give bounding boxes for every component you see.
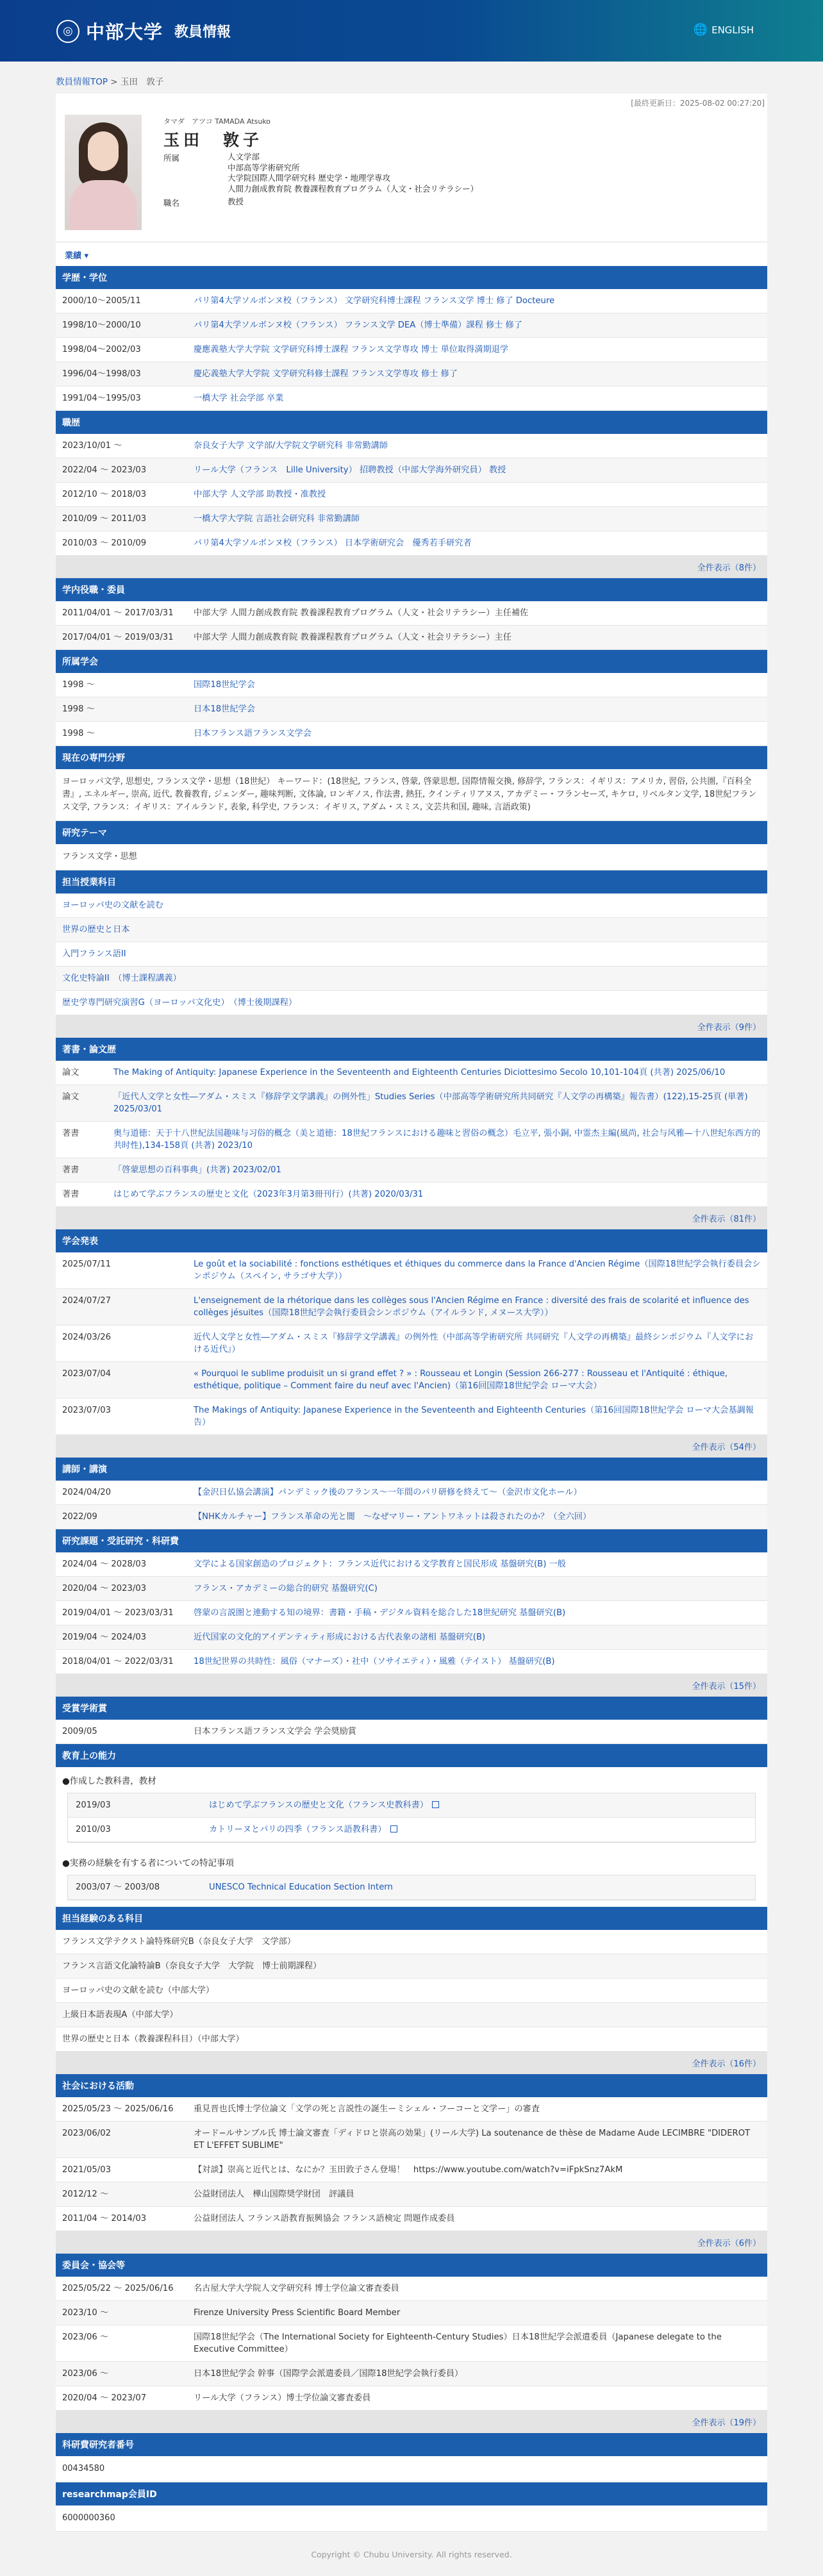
item-text[interactable]: 一橋大学大学院 言語社会研究科 非常勤講師 — [194, 514, 360, 524]
affiliation-item: 人間力創成教育院 教養課程教育プログラム（人文・社会リテラシー） — [228, 183, 479, 194]
item-text[interactable]: L'enseignement de la rhétorique dans les collèges sous l'Ancien Régime en France : diversité des frais de scolarité et influence des collèges jésuites（国際18世紀学会執行委員会シンポジウム（アイルランド, メヌース大学）） — [194, 1296, 749, 1318]
item-kind: 著書 — [62, 1165, 79, 1175]
list-item — [56, 1362, 767, 1399]
item-date: 2020/04 〜 2023/07 — [62, 2393, 147, 2403]
item-text[interactable]: はじめて学ぶフランスの歴史と文化（2023年3月第3冊刊行）(共著) 2020/03/31 — [113, 1190, 424, 1199]
item-text[interactable]: The Makings of Antiquity: Japanese Experience in the Seventeenth and Eighteenth Centuries（第16回国際18世紀学会 ローマ大会基調報告） — [194, 1406, 754, 1427]
list-item — [56, 1577, 767, 1601]
breadcrumb-current: 玉田 敦子 — [120, 77, 164, 87]
list-item — [56, 1625, 767, 1650]
item-date: 2024/04/20 — [62, 1488, 112, 1497]
profile-card — [56, 94, 767, 2532]
list-item — [56, 1720, 767, 1744]
section-title-kaken: 科研費研究者番号 — [56, 2433, 767, 2456]
job-title-label: 職名 — [163, 198, 180, 208]
section-title-edu_ability: 教育上の能力 — [56, 1744, 767, 1767]
list-item — [56, 893, 767, 918]
item-text: フランス文学テクスト論特殊研究B（奈良女子大学 文学部） — [62, 1937, 296, 1947]
item-text[interactable]: 中部大学 人文学部 助教授・准教授 — [194, 490, 326, 499]
item-text[interactable]: 文学による国家創造のプロジェクト：フランス近代における文学教育と国民形成 基盤研究(B) 一般 — [194, 1559, 566, 1569]
list-item — [56, 338, 767, 362]
item-text: Firenze University Press Scientific Board Member — [194, 2308, 401, 2318]
section-title-presentations: 学会発表 — [56, 1229, 767, 1252]
list-item — [56, 1481, 767, 1505]
list-item — [56, 2325, 767, 2362]
section-title-taught: 担当経験のある科目 — [56, 1907, 767, 1930]
list-item — [56, 673, 767, 697]
list-item — [56, 531, 767, 556]
list-item — [56, 2301, 767, 2325]
university-logo[interactable] — [56, 18, 231, 44]
item-date: 2022/09 — [62, 1512, 97, 1522]
item-text[interactable]: 「近代人文学と女性―アダム・スミス『修辞学文学講義』の例外性」Studies Series（中部高等学術研究所共同研究『人文学の再構築』報告書）(122),15-25頁 (単著) 2025/03/01 — [113, 1092, 748, 1114]
specialty-text: ヨーロッパ文学, 思想史, フランス文学・思想（18世紀） キーワード：(18世紀, フランス, 啓蒙, 啓蒙思想, 国際情報交換, 修辞学, フランス：イギリス：アメリカ, 習俗, 公共圏,『百科全書』, エネルギー, 崇高, 近代, 教養教育, ジェンダー, 趣味判断, 文体論, ロンギノス, 作法書, 熱狂, クインティリアヌス, アカデミー・フランセーズ, キケロ, リベルタン文学, 18世紀フランス文学, フランス：イギリス：アイルランド, 表象, 科学史, フランス：イギリス, アダム・スミス, 文芸共和国, 趣味, 言語政策) — [56, 769, 767, 821]
item-text[interactable]: 一橋大学 社会学部 卒業 — [194, 394, 284, 403]
section-title-lectures: 講師・講演 — [56, 1458, 767, 1481]
item-text[interactable]: 近代国家の文化的アイデンティティ形成における古代表象の諸相 基盤研究(B) — [194, 1633, 486, 1642]
list-item — [56, 434, 767, 458]
item-text: フランス言語文化論特論B（奈良女子大学 大学院 博士前期課程） — [62, 1961, 322, 1971]
item-text[interactable]: 【NHKカルチャー】フランス革命の光と闇 〜なぜマリー・アントワネットは殺されたのか？（全六回） — [194, 1512, 592, 1522]
item-date: 2025/05/23 〜 2025/06/16 — [62, 2104, 174, 2114]
show-all-link-grants[interactable]: 全件表示（15件） — [56, 1674, 767, 1697]
item-text[interactable]: 日本18世紀学会 — [194, 704, 255, 714]
item-text: 日本フランス語フランス文学会 学会奨励賞 — [194, 1727, 356, 1736]
list-item — [56, 1979, 767, 2003]
section-title-papers: 著書・論文歴 — [56, 1038, 767, 1061]
show-all-link-committee_out[interactable]: 全件表示（19件） — [56, 2411, 767, 2433]
affiliation-item: 大学院国際人間学研究科 歴史学・地理学専攻 — [228, 173, 390, 183]
item-text: 【対談】崇高と近代とは、なにか？玉田敦子さん登場！ https://www.youtube.com/watch?v=iFpkSnz7AkM — [194, 2165, 623, 2175]
breadcrumb — [56, 62, 767, 94]
language-switch[interactable] — [694, 23, 754, 37]
item-text[interactable]: 近代人文学と女性―アダム・スミス『修辞学文学講義』の例外性（中部高等学術研究所 共同研究『人文学の再構築』最終シンポジウム『人文学における近代』） — [194, 1333, 754, 1354]
list-item — [56, 1085, 767, 1122]
show-all-link-papers[interactable]: 全件表示（81件） — [56, 1207, 767, 1229]
section-title-awards: 受賞学術賞 — [56, 1697, 767, 1720]
item-date: 2019/04 〜 2024/03 — [62, 1633, 147, 1642]
item-date: 2024/03/26 — [62, 1333, 112, 1342]
item-text[interactable]: 日本フランス語フランス文学会 — [194, 729, 312, 738]
item-text: 世界の歴史と日本（教養課程科目）（中部大学） — [62, 2034, 244, 2044]
item-date: 2025/07/11 — [62, 1259, 112, 1269]
item-text: 中部大学 人間力創成教育院 教養課程教育プログラム（人文・社会リテラシー）主任補佐 — [194, 608, 529, 618]
item-text[interactable]: パリ第4大学ソルボンヌ校（フランス） フランス文学 DEA（博士準備）課程 修士 修了 — [194, 320, 522, 330]
name-kana: タマダ アツコ TAMADA Atsuko — [163, 117, 271, 126]
affiliation-item: 中部高等学術研究所 — [228, 162, 300, 172]
list-item — [56, 1954, 767, 1979]
item-date: 2023/07/03 — [62, 1406, 112, 1415]
item-text[interactable]: ヨーロッパ史の文献を読む — [62, 901, 163, 910]
list-item — [68, 1793, 755, 1818]
list-item — [56, 386, 767, 411]
list-item — [56, 1399, 767, 1435]
item-date: 2023/06 〜 — [62, 2332, 109, 2342]
list-item — [56, 1158, 767, 1183]
section-title-researchmap: researchmap会員ID — [56, 2482, 767, 2505]
list-item — [56, 1552, 767, 1577]
section-title-grants: 研究課題・受託研究・科研費 — [56, 1529, 767, 1552]
list-item — [68, 1875, 755, 1900]
profile-photo — [65, 115, 142, 230]
item-date: 2011/04 〜 2014/03 — [62, 2214, 147, 2223]
item-date: 1996/04〜1998/03 — [62, 369, 141, 379]
item-date: 2010/03 — [76, 1825, 111, 1834]
item-date: 2010/09 〜 2011/03 — [62, 514, 147, 524]
section-title-committee_out: 委員会・協会等 — [56, 2254, 767, 2277]
university-emblem-icon: ◎ — [56, 20, 79, 43]
person-name: 玉田 敦子 — [163, 131, 263, 149]
list-item — [56, 1252, 767, 1289]
list-item — [56, 289, 767, 313]
item-text[interactable]: パリ第4大学ソルボンヌ校（フランス） 日本学術研究会 優秀若手研究者 — [194, 538, 472, 548]
item-text: オード−ルサンブル氏 博士論文審査「ディドロと崇高の効果」(リール大学) La soutenance de thèse de Madame Aude LECIMBRE "DIDEROT ET L'EFFET SUBLIME" — [194, 2129, 751, 2150]
item-text[interactable]: リール大学（フランス Lille University） 招聘教授（中部大学海外研究員） 教授 — [194, 465, 506, 475]
language-label: ENGLISH — [711, 24, 754, 36]
show-all-link-career[interactable]: 全件表示（8件） — [56, 556, 767, 578]
list-item — [56, 2003, 767, 2027]
item-text: ヨーロッパ史の文献を読む（中部大学） — [62, 1986, 215, 1995]
item-text: 公益財団法人 樺山国際奨学財団 評議員 — [194, 2190, 354, 2199]
item-text[interactable]: 【金沢日仏協会講演】パンデミック後のフランス〜一年間のパリ研修を終えて〜（金沢市文化ホール） — [194, 1488, 582, 1497]
breadcrumb-top-link[interactable]: 教員情報TOP — [56, 77, 108, 87]
list-item — [56, 722, 767, 746]
item-text: 中部大学 人間力創成教育院 教養課程教育プログラム（人文・社会リテラシー）主任 — [194, 633, 511, 642]
item-text: 国際18世紀学会（The International Society for Eighteenth-Century Studies）日本18世紀学会派遣委員（Japanese delegate to the Executive Committee） — [194, 2332, 722, 2354]
researchmap-id: 6000000360 — [56, 2505, 767, 2532]
list-item — [56, 2207, 767, 2231]
item-text[interactable]: Le goût et la sociabilité : fonctions esthétiques et éthiques du commerce dans la France d'Ancien Régime（国際18世紀学会執行委員会シンポジウム（スペイン, サラゴサ大学）） — [194, 1259, 761, 1281]
item-text[interactable]: 入門フランス語II — [62, 949, 126, 959]
list-item — [56, 1325, 767, 1362]
item-date: 2025/05/22 〜 2025/06/16 — [62, 2284, 174, 2293]
section-title-field: 現在の専門分野 — [56, 746, 767, 769]
list-item — [56, 2362, 767, 2386]
section-title-society: 所属学会 — [56, 650, 767, 673]
list-item — [56, 1183, 767, 1207]
item-date: 1998 〜 — [62, 704, 95, 714]
list-item — [56, 2122, 767, 2158]
section-title-committee_in: 学内役職・委員 — [56, 578, 767, 601]
item-date: 2009/05 — [62, 1727, 97, 1736]
item-date: 2023/06 〜 — [62, 2369, 109, 2379]
item-text[interactable]: フランス・アカデミーの総合的研究 基盤研究(C) — [194, 1584, 378, 1593]
section-title-career: 職歴 — [56, 411, 767, 434]
show-all-link-presentations[interactable]: 全件表示（54件） — [56, 1435, 767, 1458]
item-date: 2023/07/04 — [62, 1369, 112, 1379]
list-item — [56, 1122, 767, 1158]
tab-achievements[interactable]: 業績 ▾ — [56, 242, 767, 266]
item-kind: 論文 — [62, 1068, 79, 1077]
practical-table — [67, 1875, 756, 1900]
list-item — [56, 458, 767, 483]
item-text[interactable] — [209, 1799, 747, 1811]
external-link-icon — [390, 1825, 397, 1832]
item-date: 1998 〜 — [62, 680, 95, 690]
item-text: 上級日本語表現A（中部大学） — [62, 2010, 178, 2020]
breadcrumb-separator: > — [108, 77, 121, 87]
item-text[interactable]: The Making of Antiquity: Japanese Experience in the Seventeenth and Eighteenth Centuries Diciottesimo Secolo 10,101-104頁 (共著) 2025/06/10 — [113, 1068, 726, 1077]
item-text: 公益財団法人 フランス語教育振興協会 フランス語検定 問題作成委員 — [194, 2214, 455, 2223]
item-date: 2020/04 〜 2023/03 — [62, 1584, 147, 1593]
show-all-link-courses[interactable]: 全件表示（9件） — [56, 1015, 767, 1038]
footer-copyright: Copyright © Chubu University. All rights reserved. — [311, 2550, 512, 2559]
item-text: 名古屋大学大学院人文学研究科 博士学位論文審査委員 — [194, 2284, 399, 2293]
item-date: 1998 〜 — [62, 729, 95, 738]
item-text[interactable]: 18世紀世界の共時性：風俗（マナーズ）・社中（ソサイエティ）・風雅（テイスト） 基盤研究(B) — [194, 1657, 555, 1666]
list-item — [56, 1289, 767, 1325]
item-date: 2021/05/03 — [62, 2165, 112, 2175]
list-item — [56, 2277, 767, 2301]
list-item — [56, 1650, 767, 1674]
affiliation-label: 所属 — [163, 153, 180, 163]
item-text[interactable]: 国際18世紀学会 — [194, 680, 255, 690]
item-text[interactable]: 世界の歴史と日本 — [62, 925, 130, 935]
list-item — [56, 942, 767, 967]
item-date: 1998/10〜2000/10 — [62, 320, 141, 330]
item-date: 2024/07/27 — [62, 1296, 112, 1306]
item-kind: 論文 — [62, 1092, 79, 1102]
kaken-number: 00434580 — [56, 2456, 767, 2482]
list-item — [56, 918, 767, 942]
item-text[interactable]: 啓蒙の言説圏と連動する知の境界：書籍・手稿・デジタル資料を総合した18世紀研究 基盤研究(B) — [194, 1608, 566, 1618]
item-date: 2012/12 〜 — [62, 2190, 109, 2199]
item-link[interactable]: カトリーヌとパリの四季（フランス語教科書） — [209, 1825, 387, 1834]
item-date: 2019/03 — [76, 1800, 111, 1810]
item-text[interactable]: 「啓蒙思想の百科事典」(共著) 2023/02/01 — [113, 1165, 281, 1175]
item-text: 日本18世紀学会 幹事（国際学会派遣委員／国際18世紀学会執行委員） — [194, 2369, 463, 2379]
textbook-subheading: ●作成した教科書，教材 — [62, 1776, 156, 1786]
profile-info — [163, 115, 478, 230]
list-item — [56, 2097, 767, 2122]
research-theme-text: フランス文学・思想 — [56, 844, 767, 870]
item-kind: 著書 — [62, 1129, 79, 1138]
list-item — [56, 362, 767, 386]
affiliation-list — [228, 152, 478, 194]
list-item — [56, 2386, 767, 2411]
item-text[interactable]: UNESCO Technical Education Section Intern — [209, 1882, 393, 1892]
item-link[interactable]: はじめて学ぶフランスの歴史と文化（フランス史教科書） — [209, 1800, 429, 1810]
university-name: 中部大学 — [86, 21, 163, 43]
section-title-theme: 研究テーマ — [56, 821, 767, 844]
list-item — [56, 2027, 767, 2052]
item-date: 2017/04/01 〜 2019/03/31 — [62, 633, 174, 642]
practical-experience-subheading: ●実務の経験を有する者についての特記事項 — [62, 1858, 235, 1868]
section-title-degree: 学歴・学位 — [56, 266, 767, 289]
list-item — [56, 626, 767, 650]
list-item — [56, 601, 767, 626]
list-item — [56, 1061, 767, 1085]
list-item — [56, 507, 767, 531]
item-text[interactable]: « Pourquoi le sublime produisit un si grand effet ? » : Rousseau et Longin (Session 266-277 : Rousseau et l'Antiquité : éthique, esthétique, politique – Comment faire du neuf avec l'Ancien)（第16回国際18世紀学会 ローマ大会） — [194, 1369, 728, 1391]
list-item — [56, 2158, 767, 2182]
item-text: リール大学（フランス）博士学位論文審査委員 — [194, 2393, 371, 2403]
list-item — [56, 483, 767, 507]
item-date: 2019/04/01 〜 2023/03/31 — [62, 1608, 174, 1618]
item-text[interactable]: 文化史特論II （博士課程講義） — [62, 974, 181, 983]
list-item — [56, 1505, 767, 1529]
affiliation-item: 人文学部 — [228, 152, 260, 162]
item-date: 2022/04 〜 2023/03 — [62, 465, 147, 475]
item-date: 2023/10 〜 — [62, 2308, 109, 2318]
site-subtitle: 教員情報 — [174, 24, 231, 40]
item-date: 2018/04/01 〜 2022/03/31 — [62, 1657, 174, 1666]
show-all-link-social[interactable]: 全件表示（6件） — [56, 2231, 767, 2254]
item-date: 2012/10 〜 2018/03 — [62, 490, 147, 499]
item-text[interactable]: 歴史学専門研究演習G（ヨーロッパ文化史） （博士後期課程） — [62, 998, 297, 1008]
item-text[interactable]: 奥与道徳：天于十八世紀法国趣味与习俗的概念（美と道徳：18世紀フランスにおける趣味と習俗の概念）毛立平, 張小銅, 中霊杰主編(風尚, 社会与风雅—十八世纪东西方的共时性),134-158頁 (共著) 2023/10 — [113, 1129, 761, 1151]
item-kind: 著書 — [62, 1190, 79, 1199]
item-date: 2023/06/02 — [62, 2129, 112, 2138]
item-date: 1998/04〜2002/03 — [62, 345, 141, 354]
item-date: 1991/04〜1995/03 — [62, 394, 141, 403]
item-text[interactable]: 奈良女子大学 文学部/大学院文学研究科 非常勤講師 — [194, 441, 388, 451]
profile-header — [56, 112, 767, 242]
item-date: 2023/10/01 〜 — [62, 441, 122, 451]
list-item — [56, 697, 767, 722]
list-item — [56, 967, 767, 991]
list-item — [56, 1601, 767, 1625]
globe-icon: 🌐 — [693, 23, 708, 37]
item-date: 2010/03 〜 2010/09 — [62, 538, 147, 548]
item-date: 2024/04 〜 2028/03 — [62, 1559, 147, 1569]
textbook-table — [67, 1793, 756, 1843]
item-text[interactable]: 慶應義塾大学大学院 文学研究科博士課程 フランス文学専攻 博士 単位取得満期退学 — [194, 345, 509, 354]
site-header — [0, 0, 823, 62]
item-text[interactable]: パリ第4大学ソルボンヌ校（フランス） 文学研究科博士課程 フランス文学 博士 修了 Docteure — [194, 296, 555, 306]
list-item — [56, 1930, 767, 1954]
section-title-social: 社会における活動 — [56, 2074, 767, 2097]
item-text: 重見晋也氏博士学位論文「文学の死と言説性の誕生ーミシェル・フーコーと文学ー」の審査 — [194, 2104, 540, 2114]
show-all-link-taught[interactable]: 全件表示（16件） — [56, 2052, 767, 2074]
list-item — [56, 313, 767, 338]
item-text[interactable]: 慶応義塾大学大学院 文学研究科修士課程 フランス文学専攻 修士 修了 — [194, 369, 458, 379]
section-title-courses: 担当授業科目 — [56, 870, 767, 893]
last-updated: [最終更新日：2025-08-02 00:27:20] — [631, 99, 765, 108]
list-item — [56, 991, 767, 1015]
item-date: 2003/07 〜 2003/08 — [76, 1882, 160, 1892]
job-title: 教授 — [228, 197, 244, 206]
list-item — [56, 2182, 767, 2207]
external-link-icon — [432, 1801, 439, 1808]
item-date: 2011/04/01 〜 2017/03/31 — [62, 608, 174, 618]
item-date: 2000/10〜2005/11 — [62, 296, 141, 306]
item-text[interactable] — [209, 1824, 747, 1836]
list-item — [68, 1818, 755, 1842]
